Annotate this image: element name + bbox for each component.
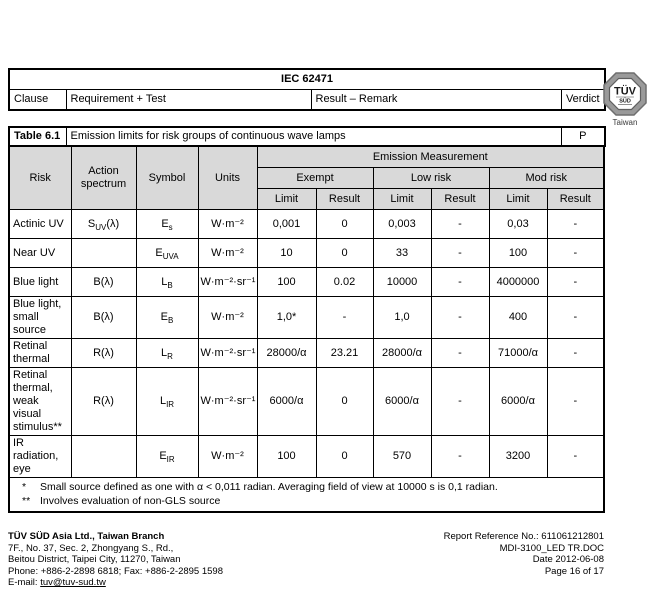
table-6-1-caption: [8, 126, 606, 147]
units-cell: W·m⁻²: [198, 436, 257, 478]
symbol-header: Symbol: [136, 146, 198, 210]
low-result-cell: -: [431, 239, 489, 268]
risk-cell: Retinal thermal: [9, 339, 71, 368]
exempt-group-header: Exempt: [257, 168, 373, 189]
symbol-cell: $L_R$: [136, 339, 198, 368]
footnote-1-text: Small source defined as one with α < 0,011 radian. Averaging field of view at 10000 s is 0,1 radian.: [40, 481, 498, 493]
emission-row: [9, 436, 604, 478]
footer-report-ref: Report Reference No.: 611061212801: [443, 531, 604, 542]
low-result-cell: -: [431, 268, 489, 297]
low-result-cell: -: [431, 436, 489, 478]
symbol-cell: $E_s$: [136, 210, 198, 239]
mod-result-cell: -: [547, 368, 604, 436]
mod-limit-cell: 3200: [489, 436, 547, 478]
risk-header: Risk: [9, 146, 71, 210]
exempt-limit-cell: 1,0*: [257, 297, 316, 339]
low-limit-header: Limit: [373, 189, 431, 210]
low-result-header: Result: [431, 189, 489, 210]
exempt-result-cell: 23.21: [316, 339, 373, 368]
logo-sud-text: SÜD: [619, 98, 631, 105]
footnote-2-text: Involves evaluation of non-GLS source: [40, 495, 221, 507]
exempt-result-cell: 0: [316, 239, 373, 268]
low-result-cell: -: [431, 339, 489, 368]
mod-result-header: Result: [547, 189, 604, 210]
footer-address-block: [8, 531, 223, 589]
mod-result-cell: -: [547, 268, 604, 297]
low-limit-cell: 10000: [373, 268, 431, 297]
low-risk-group-header: Low risk: [373, 168, 489, 189]
mod-limit-cell: 400: [489, 297, 547, 339]
footer-address-line2: Beitou District, Taipei City, 11270, Taiwan: [8, 554, 181, 565]
tuv-sud-logo: [600, 72, 650, 127]
mod-limit-cell: 100: [489, 239, 547, 268]
risk-cell: Actinic UV: [9, 210, 71, 239]
action-spectrum-cell: R(λ): [71, 368, 136, 436]
mod-limit-cell: 0,03: [489, 210, 547, 239]
mod-limit-cell: 4000000: [489, 268, 547, 297]
exempt-limit-cell: 100: [257, 436, 316, 478]
footnote-2-marker: **: [22, 495, 31, 507]
low-limit-cell: 6000/α: [373, 368, 431, 436]
exempt-result-cell: 0.02: [316, 268, 373, 297]
mod-limit-cell: 6000/α: [489, 368, 547, 436]
footer-date: Date 2012-06-08: [532, 554, 604, 565]
footnote-1: [14, 480, 599, 494]
report-page: [0, 68, 655, 604]
units-header: Units: [198, 146, 257, 210]
logo-region-label: Taiwan: [612, 118, 638, 127]
exempt-result-header: Result: [316, 189, 373, 210]
low-limit-cell: 33: [373, 239, 431, 268]
symbol-cell: $E_{UVA}$: [136, 239, 198, 268]
emission-limits-table: [8, 145, 605, 513]
units-cell: W·m⁻²: [198, 210, 257, 239]
action-spectrum-header: Action spectrum: [71, 146, 136, 210]
clause-column-header: Clause: [9, 90, 66, 111]
footer-doc-name: MDI-3100_LED TR.DOC: [499, 542, 604, 554]
footer-email-link[interactable]: tuv@tuv-sud.tw: [40, 577, 106, 588]
tuv-sud-octagon-icon: [603, 72, 647, 116]
exempt-result-cell: 0: [316, 210, 373, 239]
low-limit-cell: 28000/α: [373, 339, 431, 368]
footer-email-line: [8, 577, 223, 589]
exempt-limit-cell: 100: [257, 268, 316, 297]
footer-page-number: Page 16 of 17: [544, 565, 604, 577]
units-cell: W·m⁻²: [198, 297, 257, 339]
units-cell: W·m⁻²·sr⁻¹: [198, 268, 257, 297]
low-limit-cell: 1,0: [373, 297, 431, 339]
mod-result-cell: -: [547, 339, 604, 368]
action-spectrum-cell: $S_{UV}(\lambda)$: [71, 210, 136, 239]
low-result-cell: -: [431, 210, 489, 239]
mod-result-cell: -: [547, 436, 604, 478]
units-cell: W·m⁻²·sr⁻¹: [198, 339, 257, 368]
emission-row: [9, 297, 604, 339]
table-6-1-verdict: P: [561, 127, 605, 146]
exempt-limit-cell: 28000/α: [257, 339, 316, 368]
symbol-cell: $L_{IR}$: [136, 368, 198, 436]
footnote-2: [14, 494, 599, 508]
symbol-cell: $E_B$: [136, 297, 198, 339]
action-spectrum-cell: B(λ): [71, 268, 136, 297]
footer-reference-block: [444, 531, 604, 577]
footnote-row: [9, 478, 604, 513]
standard-title: IEC 62471: [9, 69, 605, 90]
low-result-cell: -: [431, 368, 489, 436]
logo-tuv-text: TÜV: [614, 85, 636, 98]
footer-email-label: E-mail:: [8, 577, 41, 588]
action-spectrum-cell: [71, 239, 136, 268]
risk-cell: IR radiation, eye: [9, 436, 71, 478]
symbol-cell: $E_{IR}$: [136, 436, 198, 478]
low-limit-cell: 0,003: [373, 210, 431, 239]
emission-tbody: [9, 210, 604, 478]
low-result-cell: -: [431, 297, 489, 339]
exempt-result-cell: 0: [316, 368, 373, 436]
units-cell: W·m⁻²·sr⁻¹: [198, 368, 257, 436]
page-footer: [8, 531, 604, 589]
exempt-limit-header: Limit: [257, 189, 316, 210]
result-column-header: Result – Remark: [311, 90, 561, 111]
footer-phone-fax: Phone: +886-2-2898 6818; Fax: +886-2-2895 1598: [8, 565, 223, 577]
emission-row: [9, 239, 604, 268]
emission-row: [9, 339, 604, 368]
exempt-limit-cell: 10: [257, 239, 316, 268]
exempt-result-cell: -: [316, 297, 373, 339]
standard-header-table: [8, 68, 606, 111]
verdict-column-header: Verdict: [561, 90, 605, 111]
exempt-limit-cell: 6000/α: [257, 368, 316, 436]
emission-row: [9, 268, 604, 297]
emission-row: [9, 210, 604, 239]
action-spectrum-cell: R(λ): [71, 339, 136, 368]
table-6-1-title: Emission limits for risk groups of continuous wave lamps: [66, 127, 561, 146]
table-6-1-label: Table 6.1: [9, 127, 66, 146]
mod-limit-cell: 71000/α: [489, 339, 547, 368]
action-spectrum-cell: [71, 436, 136, 478]
mod-result-cell: -: [547, 210, 604, 239]
footnote-1-marker: *: [22, 481, 27, 493]
symbol-cell: $L_B$: [136, 268, 198, 297]
units-cell: W·m⁻²: [198, 239, 257, 268]
exempt-result-cell: 0: [316, 436, 373, 478]
emission-row: [9, 368, 604, 436]
mod-result-cell: -: [547, 239, 604, 268]
risk-cell: Blue light: [9, 268, 71, 297]
requirement-column-header: Requirement + Test: [66, 90, 311, 111]
action-spectrum-cell: B(λ): [71, 297, 136, 339]
risk-cell: Blue light, small source: [9, 297, 71, 339]
footer-company: TÜV SÜD Asia Ltd., Taiwan Branch: [8, 531, 165, 542]
mod-risk-group-header: Mod risk: [489, 168, 604, 189]
mod-limit-header: Limit: [489, 189, 547, 210]
footnote-cell: [9, 478, 604, 513]
low-limit-cell: 570: [373, 436, 431, 478]
risk-cell: Retinal thermal, weak visual stimulus**: [9, 368, 71, 436]
footer-address-line1: 7F., No. 37, Sec. 2, Zhongyang S., Rd.,: [8, 542, 174, 554]
mod-result-cell: -: [547, 297, 604, 339]
exempt-limit-cell: 0,001: [257, 210, 316, 239]
emission-measurement-header: Emission Measurement: [257, 146, 604, 168]
risk-cell: Near UV: [9, 239, 71, 268]
